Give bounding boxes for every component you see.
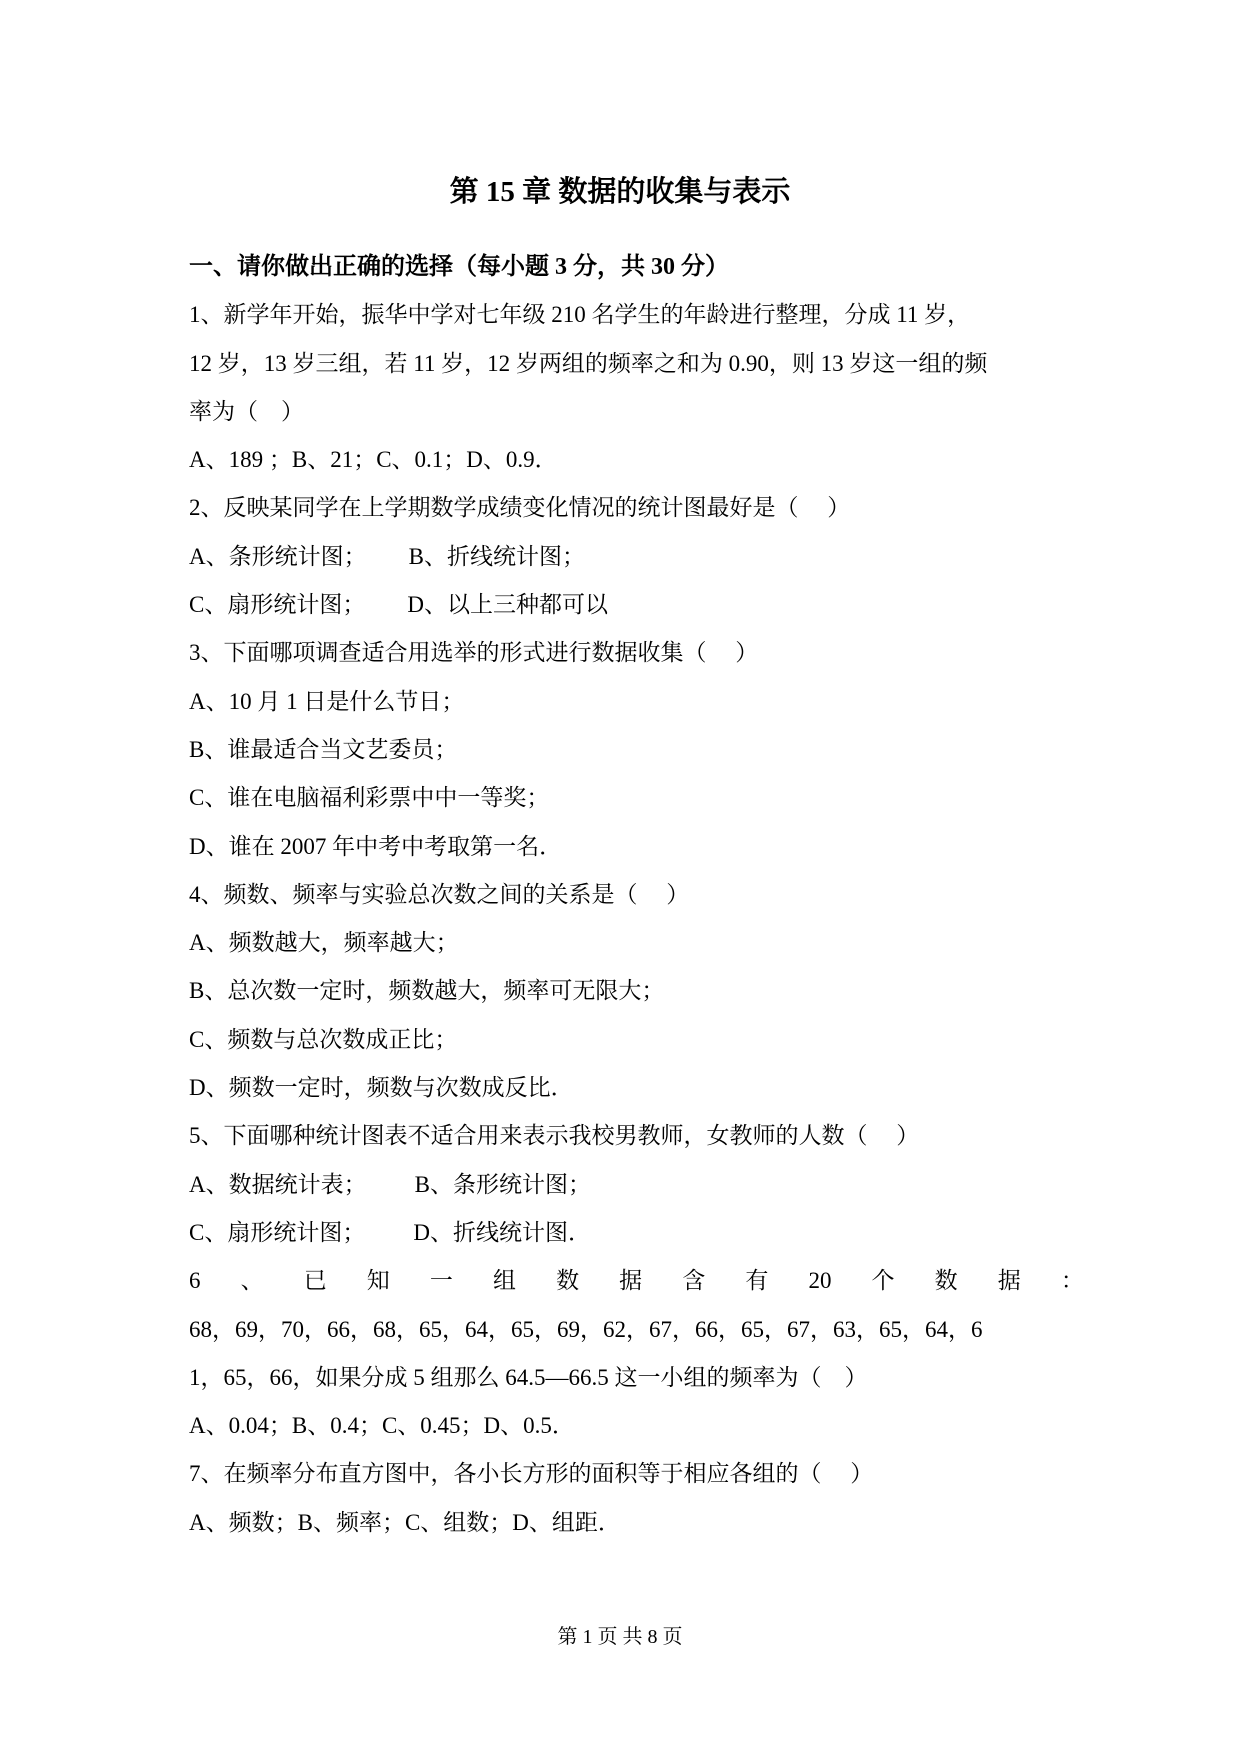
question-text-line: 1、新学年开始，振华中学对七年级 210 名学生的年龄进行整理，分成 11 岁， [189,302,971,328]
question-options: A、189 ；B、21；C、0.1；D、0.9． [189,447,558,473]
option-d: D、折线统计图． [413,1219,591,1245]
question-text-line: 2、反映某同学在上学期数学成绩变化情况的统计图最好是（ ） [189,495,851,521]
token: 20 [808,1268,832,1294]
question-text-line: 3、下面哪项调查适合用选举的形式进行数据收集（ ） [189,640,759,666]
question-text-line: 4、频数、频率与实验总次数之间的关系是（ ） [189,881,690,907]
option-a: A、数据统计表； [189,1171,367,1197]
question-options: A、0.04；B、0.4；C、0.45；D、0.5． [189,1413,575,1439]
question-options-row [189,533,1084,581]
option-a: A、10 月 1 日是什么节日； [189,688,465,714]
question-text-line: 5、下面哪种统计图表不适合用来表示我校男教师，女教师的人数（ ） [189,1123,920,1149]
token: 知 [366,1268,390,1294]
token: ： [1060,1268,1084,1294]
option-c: C、谁在电脑福利彩票中中一等奖； [189,785,550,811]
option-c: C、扇形统计图； [189,592,366,618]
question-3 [189,629,1084,870]
option-c: C、扇形统计图； [189,1219,366,1245]
option-d: D、谁在 2007 年中考中考取第一名． [189,833,563,859]
option-d: D、频数一定时，频数与次数成反比． [189,1075,574,1101]
token: 6 [189,1268,201,1294]
section-heading: 一、请你做出正确的选择（每小题 3 分，共 30 分） [189,254,729,280]
token: 据 [619,1268,643,1294]
question-options-row [189,581,1084,629]
option-b: B、条形统计图； [414,1171,591,1197]
question-options-row [189,1161,1084,1209]
token: 数 [556,1268,580,1294]
question-2 [189,484,1084,629]
question-4 [189,871,1084,1112]
option-c: C、频数与总次数成正比； [189,1026,458,1052]
token: 据 [997,1268,1021,1294]
question-text-justified-line [189,1257,1084,1305]
question-7 [189,1450,1084,1547]
document-body [189,243,1084,1547]
token: 个 [871,1268,895,1294]
question-1 [189,291,1084,484]
question-text-line: 率为（ ） [189,398,304,424]
question-options: A、频数；B、频率；C、组数；D、组距． [189,1509,621,1535]
token: 组 [492,1268,516,1294]
token: 有 [745,1268,769,1294]
option-a: A、频数越大，频率越大； [189,930,459,956]
token: 已 [303,1268,327,1294]
option-b: B、折线统计图； [408,543,585,569]
question-5 [189,1112,1084,1257]
option-d: D、以上三种都可以 [407,592,608,618]
question-text-line: 1，65，66，如果分成 5 组那么 64.5—66.5 这一小组的频率为（ ） [189,1364,868,1390]
question-text-line: 7、在频率分布直方图中，各小长方形的面积等于相应各组的（ ） [189,1461,874,1487]
option-a: A、条形统计图； [189,543,367,569]
option-b: B、谁最适合当文艺委员； [189,736,458,762]
document-title: 第 15 章 数据的收集与表示 [449,176,791,208]
token: 、 [240,1268,264,1294]
question-options-row [189,1209,1084,1257]
token: 含 [682,1268,706,1294]
question-data-line: 68，69，70，66，68，65，64，65，69，62，67，66，65，67，63，65，64，6 [189,1316,983,1342]
token: 数 [934,1268,958,1294]
token: 一 [429,1268,453,1294]
option-b: B、总次数一定时，频数越大，频率可无限大； [189,978,665,1004]
question-6 [189,1257,1084,1450]
question-text-line: 12 岁，13 岁三组，若 11 岁，12 岁两组的频率之和为 0.90，则 13 岁这一组的频 [189,350,988,376]
page-number-footer: 第 1 页 共 8 页 [557,1626,683,1648]
